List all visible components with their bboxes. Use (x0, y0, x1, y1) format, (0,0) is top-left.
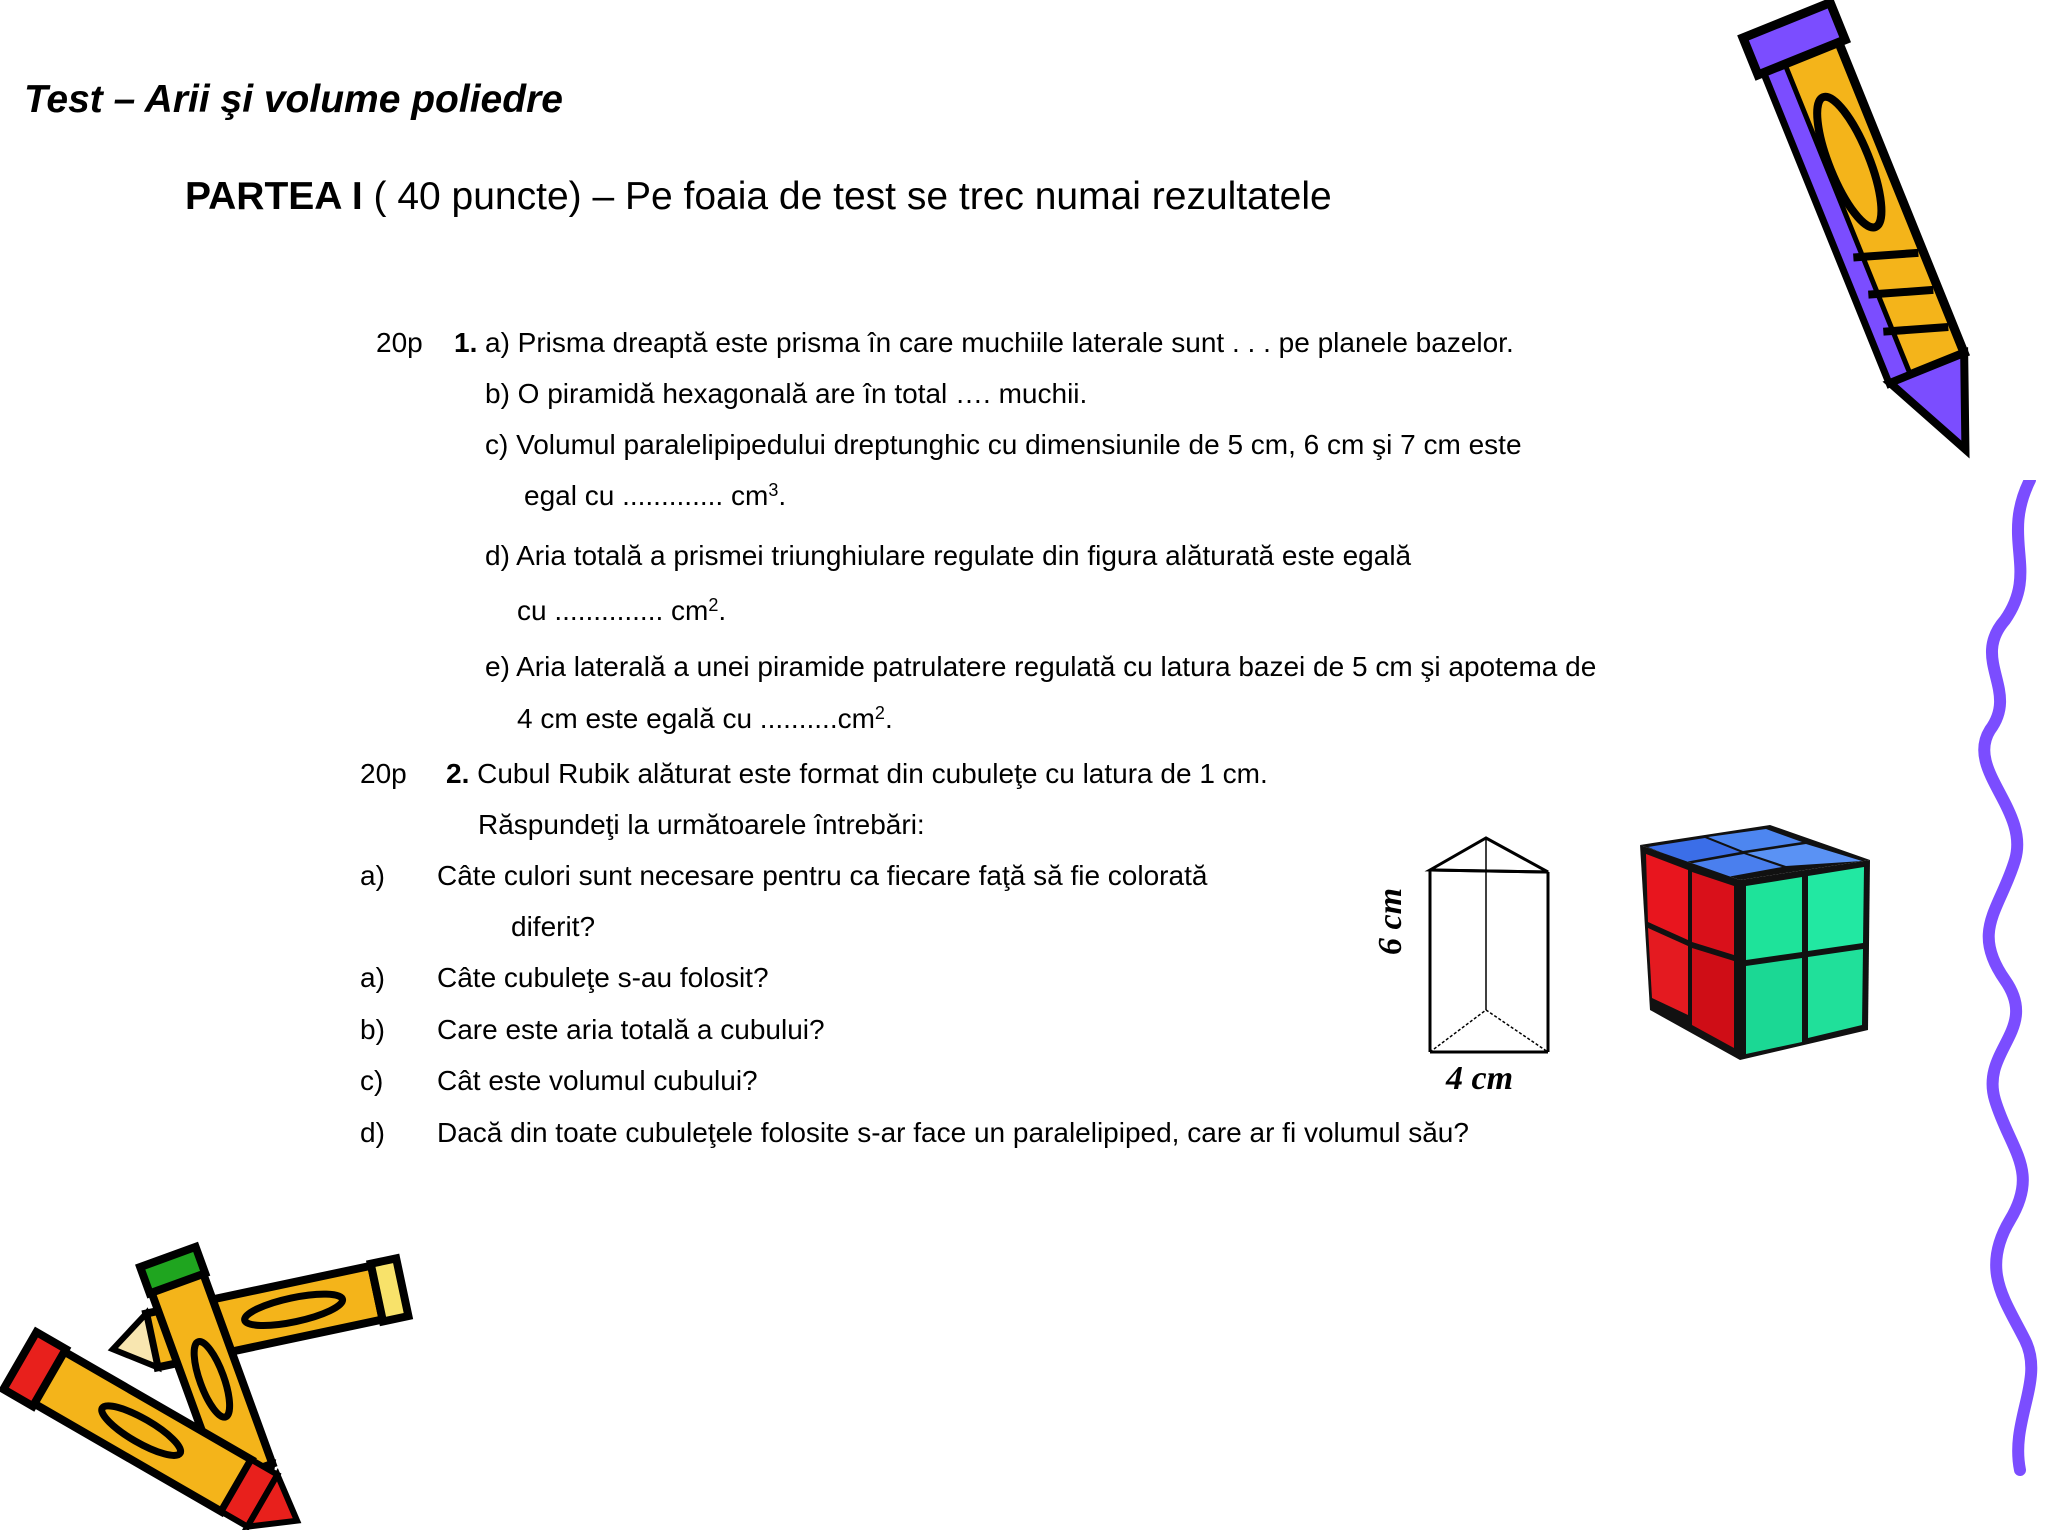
q2-item-label: a) (360, 860, 385, 891)
q1-e-line2: 4 cm este egală cu $..........cm^2$. (517, 703, 893, 734)
decorative-squiggle (1960, 480, 2048, 1480)
q2-intro2: Răspundeţi la următoarele întrebări: (478, 809, 925, 840)
q1-number: 1. (454, 327, 478, 358)
q2-item-text: Care este aria totală a cubului? (437, 1014, 825, 1045)
q1-d-line1: d) Aria totală a prismei triunghiulare regulate din figura alăturată este egală (485, 540, 1412, 571)
q1-points: 20p (376, 327, 423, 358)
q1-d-line2: cu .............. $cm^2$. (517, 595, 727, 626)
part-description: ( 40 puncte) – Pe foaia de test se trec numai rezultatele (362, 175, 1332, 218)
q1-a: a) Prisma dreaptă este prisma în care muchiile laterale sunt . . . pe planele bazelor. (485, 327, 1514, 358)
q2-item-text: Câte culori sunt necesare pentru ca fiecare faţă să fie colorată (437, 860, 1208, 891)
part-label: PARTEA I (185, 175, 363, 218)
q2-intro: 2. Cubul Rubik alăturat este format din cubuleţe cu latura de 1 cm. (446, 758, 1268, 789)
prism-height-label: 6 cm (1372, 887, 1409, 955)
q1-c-line2: egal cu ............. $cm^3$. (524, 480, 787, 511)
pencils-clipart-bottom-left (0, 1230, 420, 1530)
q2-item-text: Dacă din toate cubuleţele folosite s-ar face un paralelipiped, care ar fi volumul său? (437, 1117, 1469, 1148)
q2-item-label: d) (360, 1117, 385, 1148)
prism-base-label: 4 cm (1446, 1060, 1514, 1097)
q2-item-label: a) (360, 962, 385, 993)
page-title: Test – Arii şi volume poliedre (24, 78, 563, 121)
pencil-clipart-top-right (1720, 0, 2020, 490)
q2-points: 20p (360, 758, 407, 789)
q2-item-label: c) (360, 1065, 384, 1096)
part-heading (185, 175, 1332, 219)
q1-e-line1: e) Aria laterală a unei piramide patrulatere regulată cu latura bazei de 5 cm şi apotema de (485, 651, 1597, 682)
rubik-cube-image (1630, 820, 1880, 1070)
triangular-prism-figure (1420, 830, 1560, 1060)
q2-item-text: Câte cubuleţe s-au folosit? (437, 962, 769, 993)
q2-item-text: Cât este volumul cubului? (437, 1065, 758, 1096)
q2-item-text: diferit? (511, 911, 596, 942)
q1-c-line1: c) Volumul paralelipipedului dreptunghic cu dimensiunile de 5 cm, 6 cm şi 7 cm este (485, 429, 1522, 460)
q1-b: b) O piramidă hexagonală are în total …. muchii. (485, 378, 1088, 409)
q2-item-label: b) (360, 1014, 385, 1045)
